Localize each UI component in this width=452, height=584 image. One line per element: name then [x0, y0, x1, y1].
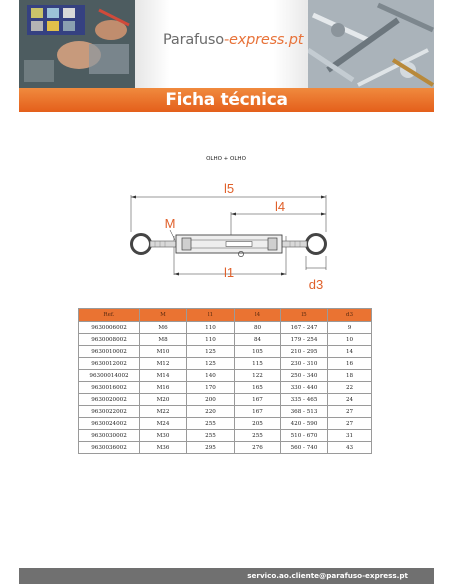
table-row: [79, 346, 372, 358]
table-cell: 295: [187, 442, 235, 454]
table-cell: 27: [328, 418, 372, 430]
table-cell: 205: [235, 418, 281, 430]
table-row: [79, 382, 372, 394]
table-cell: 84: [235, 334, 281, 346]
table-cell: 210 - 295: [281, 346, 328, 358]
table-cell: 14: [328, 346, 372, 358]
table-cell: 179 - 254: [281, 334, 328, 346]
table-cell: 110: [187, 322, 235, 334]
table-cell: 9630022002: [79, 406, 140, 418]
table-cell: 16: [328, 358, 372, 370]
table-cell: M10: [140, 346, 187, 358]
table-cell: 9630008002: [79, 334, 140, 346]
table-cell: M14: [140, 370, 187, 382]
column-header: M: [140, 309, 187, 322]
table-cell: 420 - 590: [281, 418, 328, 430]
table-cell: 140: [187, 370, 235, 382]
table-cell: 335 - 465: [281, 394, 328, 406]
table-cell: 122: [235, 370, 281, 382]
table-row: [79, 442, 372, 454]
table-cell: 165: [235, 382, 281, 394]
table-cell: M24: [140, 418, 187, 430]
label-l5: l5: [223, 181, 235, 196]
table-cell: 80: [235, 322, 281, 334]
table-cell: 255: [187, 430, 235, 442]
table-row: [79, 370, 372, 382]
specifications-table: [78, 308, 372, 454]
diagram-caption: OLHO + OLHO: [206, 156, 246, 162]
table-cell: 220: [187, 406, 235, 418]
table-cell: 9630010002: [79, 346, 140, 358]
table-cell: 9630024002: [79, 418, 140, 430]
table-cell: 105: [235, 346, 281, 358]
table-cell: 31: [328, 430, 372, 442]
table-body: [79, 322, 372, 454]
table-cell: 125: [187, 358, 235, 370]
table-cell: 560 - 740: [281, 442, 328, 454]
page-title: Ficha técnica: [165, 90, 288, 110]
table-cell: 255: [235, 430, 281, 442]
table-cell: M22: [140, 406, 187, 418]
table-cell: 230 - 310: [281, 358, 328, 370]
column-header: d3: [328, 309, 372, 322]
label-d3: d3: [308, 277, 324, 292]
table-cell: 43: [328, 442, 372, 454]
table-cell: 110: [187, 334, 235, 346]
table-cell: 170: [187, 382, 235, 394]
column-header: l4: [235, 309, 281, 322]
brand-domain: -express.pt: [223, 32, 304, 48]
table-cell: M12: [140, 358, 187, 370]
table-cell: M6: [140, 322, 187, 334]
column-header: Ref.: [79, 309, 140, 322]
table-cell: 510 - 670: [281, 430, 328, 442]
table-row: [79, 430, 372, 442]
label-l4: l4: [274, 199, 286, 214]
table-cell: 368 - 513: [281, 406, 328, 418]
table-cell: 9630020002: [79, 394, 140, 406]
footer-bar: [19, 568, 434, 584]
label-m: M: [164, 216, 176, 231]
table-cell: 27: [328, 406, 372, 418]
table-cell: 330 - 440: [281, 382, 328, 394]
table-row: [79, 406, 372, 418]
body-slot: [226, 242, 252, 247]
left-nut: [182, 238, 191, 250]
table-cell: 9630030002: [79, 430, 140, 442]
table-cell: 18: [328, 370, 372, 382]
left-eye: [132, 235, 151, 254]
label-l1: l1: [223, 265, 235, 280]
leader-m: [170, 230, 175, 240]
table-cell: M8: [140, 334, 187, 346]
table-cell: 9630036002: [79, 442, 140, 454]
table-cell: M20: [140, 394, 187, 406]
table-cell: 9630012002: [79, 358, 140, 370]
column-header: l1: [187, 309, 235, 322]
table-cell: 9630016002: [79, 382, 140, 394]
table-cell: 167: [235, 394, 281, 406]
table-cell: 276: [235, 442, 281, 454]
table-cell: 167 - 247: [281, 322, 328, 334]
table-cell: 125: [187, 346, 235, 358]
column-header: l5: [281, 309, 328, 322]
table-cell: 200: [187, 394, 235, 406]
table-cell: 255: [187, 418, 235, 430]
table-cell: M16: [140, 382, 187, 394]
table-cell: 115: [235, 358, 281, 370]
right-eye: [307, 235, 326, 254]
table-row: [79, 358, 372, 370]
table-cell: 9: [328, 322, 372, 334]
table-cell: 22: [328, 382, 372, 394]
table-cell: 10: [328, 334, 372, 346]
table-row: [79, 322, 372, 334]
table-row: [79, 334, 372, 346]
table-row: [79, 394, 372, 406]
table-cell: M36: [140, 442, 187, 454]
table-cell: 96300014002: [79, 370, 140, 382]
table-cell: 250 - 340: [281, 370, 328, 382]
table-cell: 167: [235, 406, 281, 418]
table-cell: M30: [140, 430, 187, 442]
table-cell: 9630006002: [79, 322, 140, 334]
table-row: [79, 418, 372, 430]
table-cell: 24: [328, 394, 372, 406]
table-header-row: [79, 309, 372, 322]
footer-email: servico.ao.cliente@parafuso-express.pt: [247, 571, 408, 580]
right-nut: [268, 238, 277, 250]
brand-name: Parafuso: [163, 32, 224, 48]
